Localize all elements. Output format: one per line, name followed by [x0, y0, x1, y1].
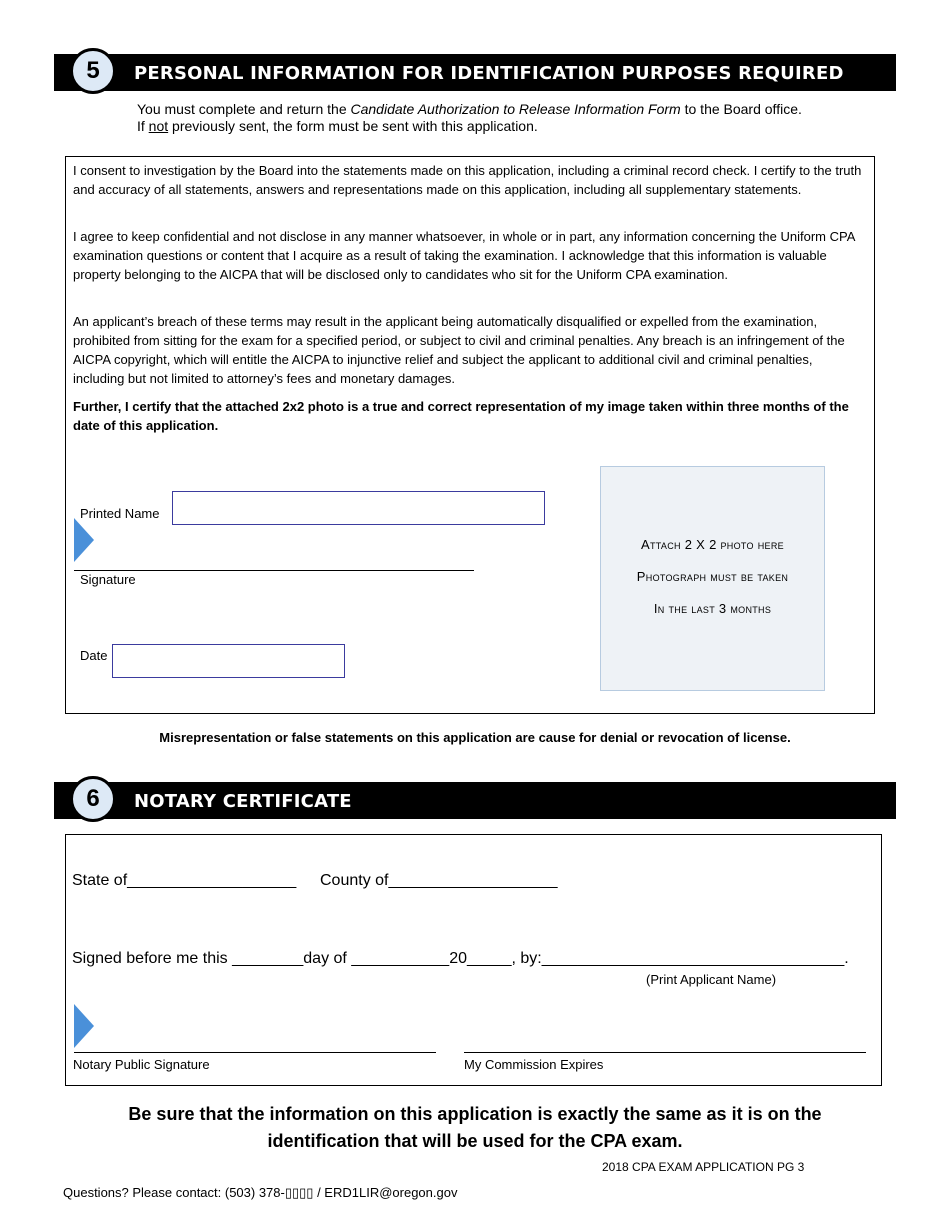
intro-form-name: Candidate Authorization to Release Information Form [350, 101, 681, 117]
photo-instruction-1: Attach 2 X 2 photo here [641, 537, 784, 552]
section-6-number: 6 [70, 776, 116, 822]
county-of-line[interactable]: County of___________________ [320, 872, 558, 889]
notary-signature-arrow-icon [74, 1004, 94, 1048]
identification-match-note: Be sure that the information on this application is exactly the same as it is on the identification that will be used for the CPA exam. [128, 1104, 822, 1151]
print-applicant-name-note: (Print Applicant Name) [646, 972, 777, 987]
consent-paragraph-2: I agree to keep confidential and not disclose in any manner whatsoever, in whole or in part, any information concerning the Uniform CPA examination questions or content that I acquire as a result of taking the examination. I acknowledge that this information is valuable property belonging to the AICPA that will be disclosed only to candidates who sit for the Uniform CPA examination. [73, 229, 855, 282]
photo-instruction-3: In the last 3 months [653, 601, 772, 616]
date-field[interactable] [112, 644, 345, 678]
date-label: Date [80, 648, 108, 663]
printed-name-label: Printed Name [80, 506, 160, 521]
notary-signature-line[interactable] [74, 1052, 436, 1053]
photo-instruction-2: Photograph must be taken [636, 569, 789, 584]
section-5-intro-line2 [137, 118, 538, 135]
consent-paragraph-1: I consent to investigation by the Board into the statements made on this application, including a criminal record check. I certify to the truth and accuracy of all statements, answers and representations made on this application, including all supplementary statements. [73, 163, 862, 197]
page-label: 2018 CPA EXAM APPLICATION PG 3 [602, 1160, 805, 1174]
consent-paragraph-4: Further, I certify that the attached 2x2 photo is a true and correct representation of my image taken within three months of the date of this application. [73, 399, 849, 433]
intro-text-b: to the Board office. [680, 101, 802, 117]
state-of-line[interactable]: State of___________________ [72, 872, 297, 889]
commission-expires-label: My Commission Expires [464, 1057, 604, 1072]
signature-line[interactable] [74, 570, 474, 571]
printed-name-field[interactable] [172, 491, 545, 525]
intro2-underline: not [148, 118, 169, 134]
section-6-title: NOTARY CERTIFICATE [134, 791, 352, 812]
intro-text-a: You must complete and return the [137, 101, 351, 117]
signature-label: Signature [80, 572, 136, 587]
intro2-text-b: previously sent, the form must be sent with this application. [168, 118, 538, 134]
section-5-number: 5 [70, 48, 116, 94]
section-5-intro-line1 [137, 101, 802, 118]
signed-before-line[interactable]: Signed before me this ________day of ___________20_____, by:__________________________________. [72, 950, 849, 967]
photo-attach-box [600, 466, 825, 691]
signature-arrow-icon [74, 518, 94, 562]
misrepresentation-note: Misrepresentation or false statements on this application are cause for denial or revocation of license. [159, 730, 791, 745]
section-5-title: PERSONAL INFORMATION FOR IDENTIFICATION PURPOSES REQUIRED [134, 63, 844, 84]
consent-paragraph-3: An applicant’s breach of these terms may result in the applicant being automatically disqualified or expelled from the examination, prohibited from sitting for the exam for a specified period, or subject to civil and criminal penalties. Any breach is an infringement of the AICPA copyright, which will entitle the AICPA to injunctive relief and subject the applicant to additional civil and criminal penalties, including but not limited to attorney’s fees and monetary damages. [73, 314, 845, 386]
commission-expires-line[interactable] [464, 1052, 866, 1053]
notary-signature-label: Notary Public Signature [73, 1057, 210, 1072]
intro2-text-a: If [137, 118, 149, 134]
contact-info: Questions? Please contact: (503) 378-▯▯▯▯ / ERD1LIR@oregon.gov [63, 1185, 458, 1200]
